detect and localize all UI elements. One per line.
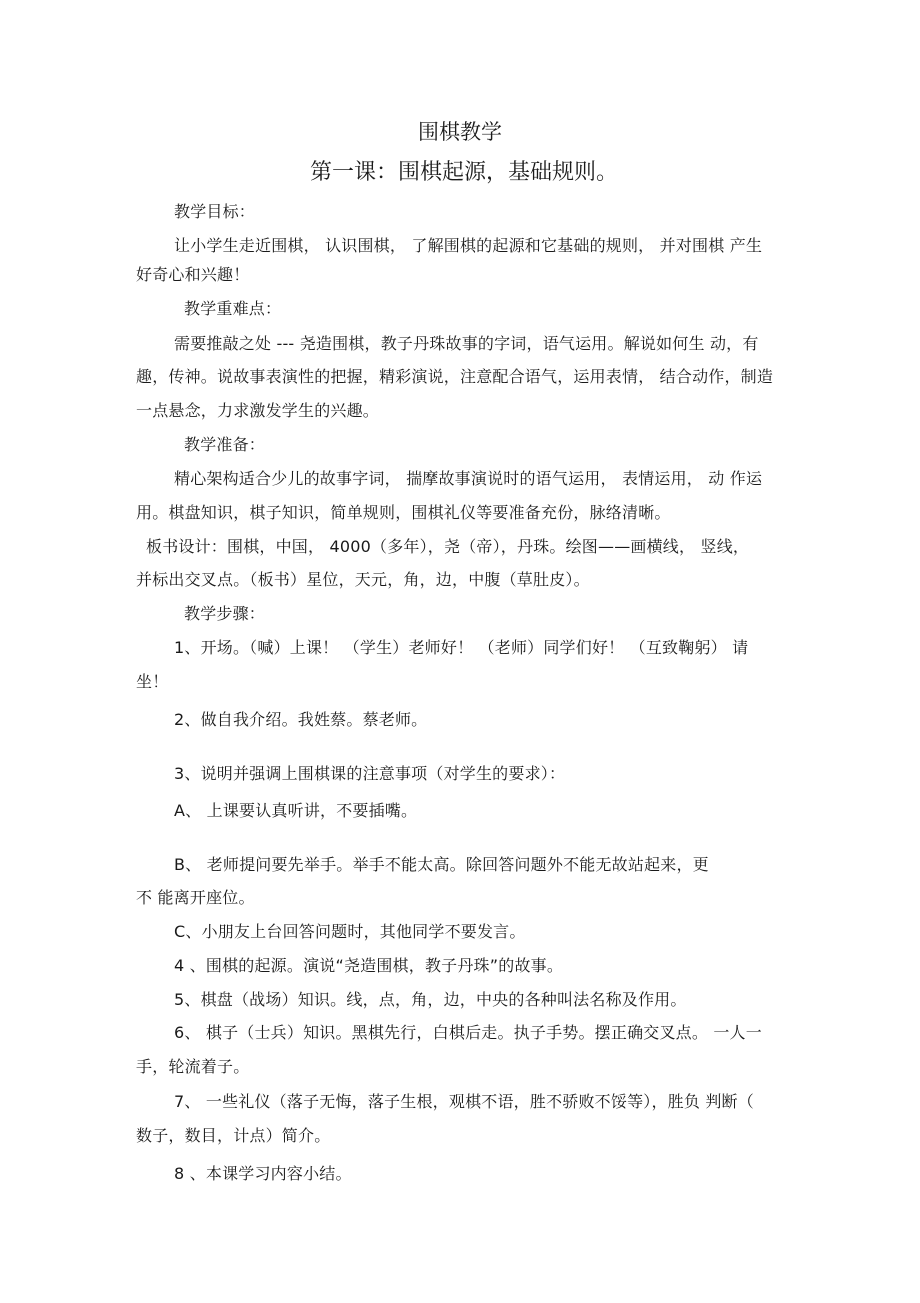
paragraph-line: 需要推敲之处 --- 尧造围棋，教子丹珠故事的字词，语气运用。解说如何生 动，有 <box>174 334 759 353</box>
paragraph-line: 用。棋盘知识，棋子知识，简单规则，围棋礼仪等要准备充份，脉络清晰。 <box>136 503 671 522</box>
step-line: 5、棋盘（战场）知识。线，点，角，边，中央的各种叫法名称及作用。 <box>174 990 687 1009</box>
section-heading-objectives: 教学目标： <box>174 202 256 221</box>
doc-subtitle: 第一课：围棋起源，基础规则。 <box>309 160 618 185</box>
step-line: 手，轮流着子。 <box>136 1057 250 1076</box>
step-line: 1、开场。（喊）上课！ （学生）老师好！ （老师）同学们好！ （互致鞠躬） 请 <box>174 638 749 657</box>
section-heading-steps: 教学步骤： <box>184 604 266 623</box>
step-line: 6、 棋子（士兵）知识。黑棋先行，白棋后走。执子手势。摆正确交叉点。 一人一 <box>174 1023 762 1042</box>
paragraph-line: 让小学生走近围棋， 认识围棋， 了解围棋的起源和它基础的规则， 并对围棋 产生 <box>174 236 763 255</box>
section-heading-key-points: 教学重难点： <box>184 299 282 318</box>
paragraph-line: 好奇心和兴趣！ <box>136 265 250 284</box>
paragraph-line: 趣，传神。说故事表演性的把握，精彩演说，注意配合语气，运用表情， 结合动作，制造 <box>136 367 774 386</box>
rule-line: 不 能离开座位。 <box>136 888 255 907</box>
paragraph-line: 一点悬念，力求激发学生的兴趣。 <box>136 401 380 420</box>
step-line: 数子，数目，计点）简介。 <box>136 1126 331 1145</box>
paragraph-line: 板书设计：围棋，中国， 4000（多年），尧（帝），丹珠。绘图——画横线， 竖线， <box>146 537 750 556</box>
step-line: 坐！ <box>136 672 169 691</box>
step-line: 4 、围棋的起源。演说“尧造围棋，教子丹珠”的故事。 <box>174 956 564 975</box>
step-line: 2、做自我介绍。我姓蔡。蔡老师。 <box>174 710 428 729</box>
step-line: 8 、本课学习内容小结。 <box>174 1164 352 1183</box>
rule-line: C、小朋友上台回答问题时，其他同学不要发言。 <box>174 922 526 941</box>
step-line: 7、 一些礼仪（落子无悔，落子生根，观棋不语，胜不骄败不馁等），胜负 判断（ <box>174 1092 754 1111</box>
paragraph-line: 并标出交叉点。（板书）星位，天元，角，边，中腹（草肚皮）。 <box>136 570 590 589</box>
rule-line: A、 上课要认真听讲，不要插嘴。 <box>174 801 418 820</box>
step-line: 3、说明并强调上围棋课的注意事项（对学生的要求）： <box>174 764 566 783</box>
paragraph-line: 精心架构适合少儿的故事字词， 揣摩故事演说时的语气运用， 表情运用， 动 作运 <box>174 469 763 488</box>
doc-title: 围棋教学 <box>418 120 502 144</box>
rule-line: B、 老师提问要先举手。举手不能太高。除回答问题外不能无故站起来，更 <box>174 855 709 874</box>
section-heading-preparation: 教学准备： <box>184 435 266 454</box>
